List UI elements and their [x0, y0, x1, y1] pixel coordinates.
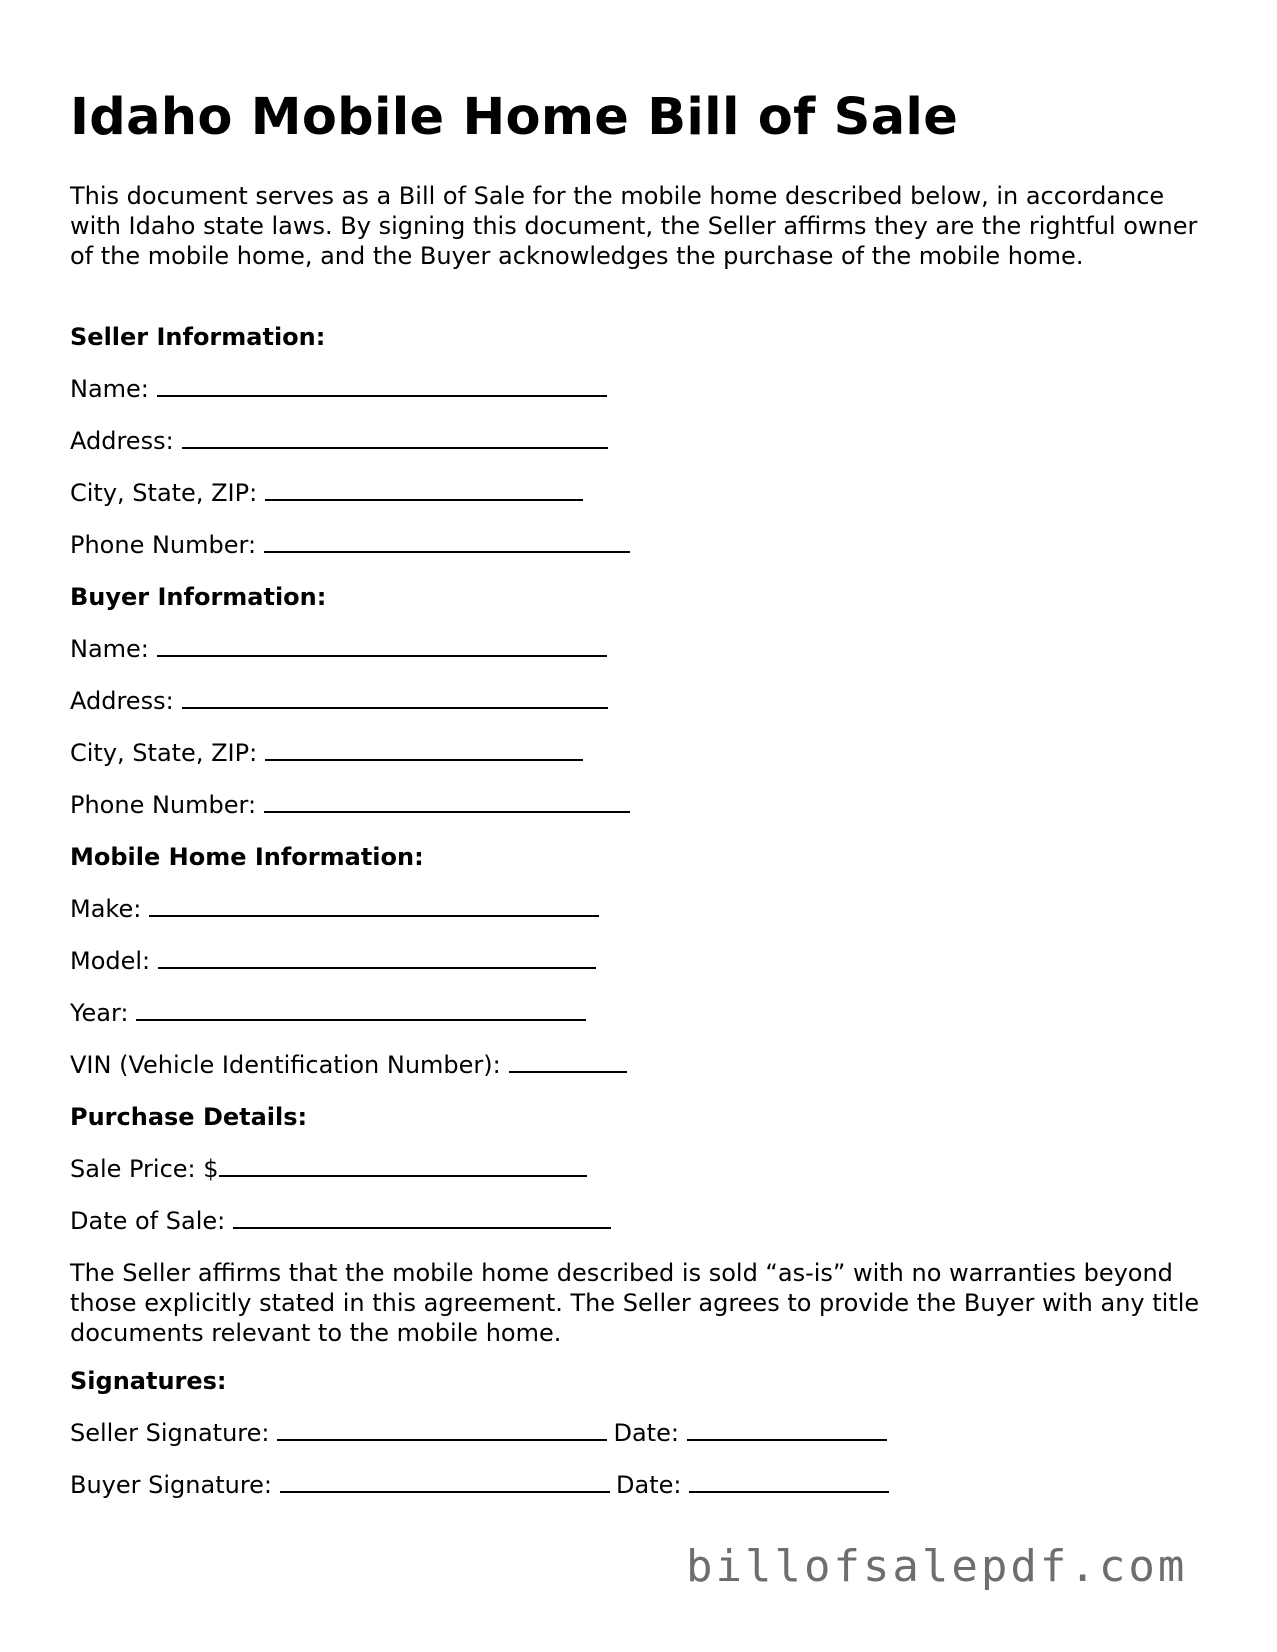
purchase-heading: Purchase Details: — [70, 1103, 308, 1131]
home-year-input[interactable] — [136, 999, 586, 1021]
buyer-name-label: Name: — [70, 635, 149, 663]
seller-signature-field — [70, 1418, 887, 1448]
sale-price-label: Sale Price: $ — [70, 1155, 219, 1183]
seller-name-label: Name: — [70, 375, 149, 403]
page-title: Idaho Mobile Home Bill of Sale — [70, 88, 959, 147]
seller-name-field — [70, 374, 607, 404]
buyer-phone-field — [70, 790, 630, 820]
seller-address-field — [70, 426, 608, 456]
seller-phone-field — [70, 530, 630, 560]
home-year-label: Year: — [70, 999, 129, 1027]
buyer-date-input[interactable] — [689, 1471, 889, 1493]
home-make-field — [70, 894, 599, 924]
sale-price-field — [70, 1154, 587, 1184]
buyer-phone-label: Phone Number: — [70, 791, 257, 819]
home-make-input[interactable] — [149, 895, 599, 917]
buyer-signature-label: Buyer Signature: — [70, 1471, 273, 1499]
seller-date-label: Date: — [613, 1419, 679, 1447]
seller-address-label: Address: — [70, 427, 174, 455]
buyer-date-label: Date: — [616, 1471, 682, 1499]
home-vin-label: VIN (Vehicle Identification Number): — [70, 1051, 501, 1079]
intro-paragraph: This document serves as a Bill of Sale for the mobile home described below, in accordance with Idaho state laws. By signing this document, the Seller affirms they are the rightful owner of the mobile home, and the Buyer acknowledges the purchase of the mobile home. — [70, 182, 1198, 270]
buyer-name-input[interactable] — [157, 635, 607, 657]
buyer-signature-input[interactable] — [280, 1471, 610, 1493]
signatures-heading: Signatures: — [70, 1367, 227, 1395]
seller-phone-label: Phone Number: — [70, 531, 257, 559]
sale-price-input[interactable] — [219, 1155, 587, 1177]
home-vin-input[interactable] — [509, 1051, 627, 1073]
seller-address-input[interactable] — [182, 427, 608, 449]
seller-signature-label: Seller Signature: — [70, 1419, 270, 1447]
buyer-city-label: City, State, ZIP: — [70, 739, 258, 767]
buyer-city-field — [70, 738, 583, 768]
home-model-label: Model: — [70, 947, 151, 975]
watermark: billofsalepdf.com — [686, 1541, 1188, 1592]
seller-date-input[interactable] — [687, 1419, 887, 1441]
home-vin-field — [70, 1050, 627, 1080]
buyer-signature-field — [70, 1470, 889, 1500]
buyer-phone-input[interactable] — [264, 791, 630, 813]
home-make-label: Make: — [70, 895, 142, 923]
buyer-name-field — [70, 634, 607, 664]
seller-signature-input[interactable] — [277, 1419, 607, 1441]
date-of-sale-input[interactable] — [233, 1207, 611, 1229]
seller-city-input[interactable] — [265, 479, 583, 501]
seller-heading: Seller Information: — [70, 323, 326, 351]
buyer-address-field — [70, 686, 608, 716]
seller-city-label: City, State, ZIP: — [70, 479, 258, 507]
as-is-paragraph: The Seller affirms that the mobile home described is sold “as-is” with no warranties beyond those explicitly stated in this agreement. The Seller agrees to provide the Buyer with any title documents relevant to the mobile home. — [70, 1259, 1200, 1347]
date-of-sale-field — [70, 1206, 611, 1236]
home-heading: Mobile Home Information: — [70, 843, 424, 871]
buyer-address-label: Address: — [70, 687, 174, 715]
buyer-heading: Buyer Information: — [70, 583, 327, 611]
seller-phone-input[interactable] — [264, 531, 630, 553]
date-of-sale-label: Date of Sale: — [70, 1207, 226, 1235]
home-model-field — [70, 946, 596, 976]
buyer-city-input[interactable] — [265, 739, 583, 761]
home-model-input[interactable] — [158, 947, 596, 969]
home-year-field — [70, 998, 586, 1028]
buyer-address-input[interactable] — [182, 687, 608, 709]
seller-city-field — [70, 478, 583, 508]
seller-name-input[interactable] — [157, 375, 607, 397]
